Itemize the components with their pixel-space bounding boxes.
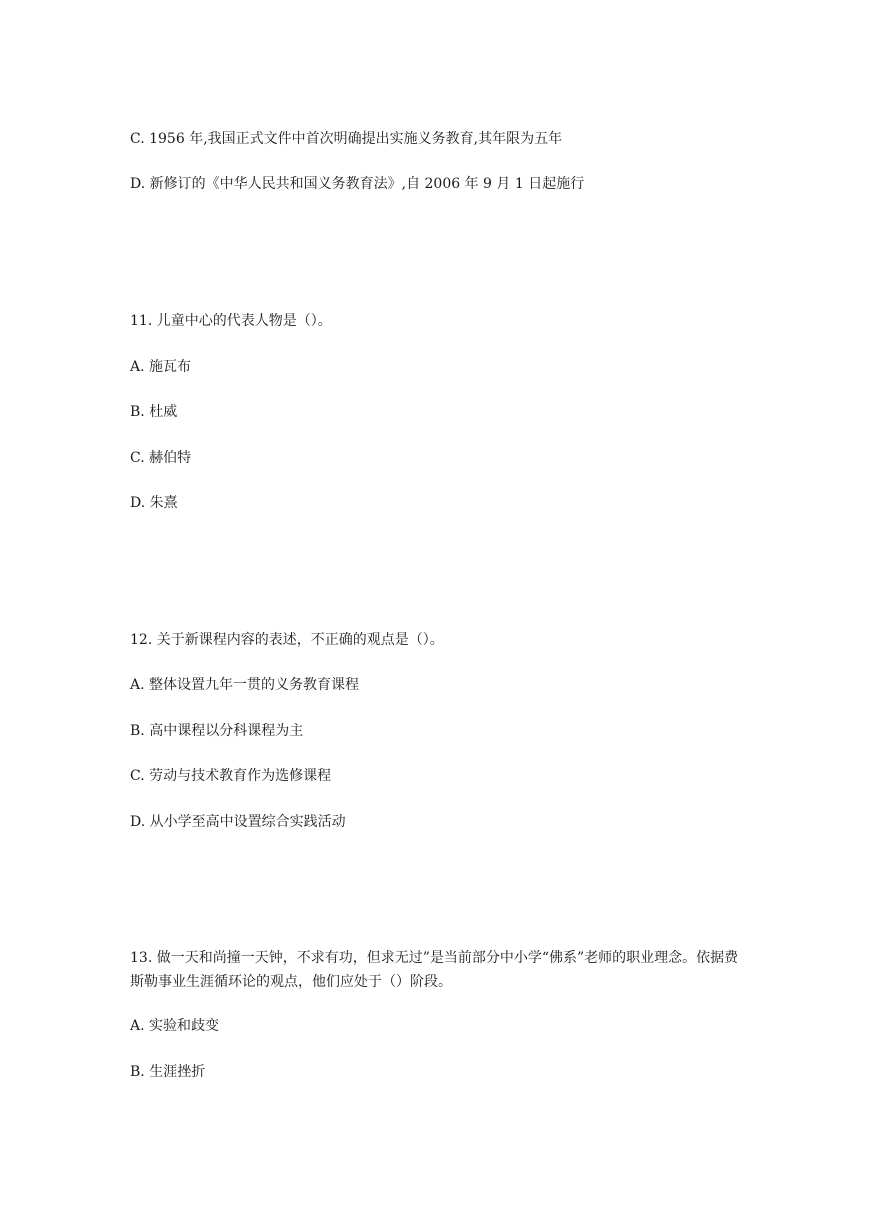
q12-option-d: D. 从小学至高中设置综合实践活动 <box>130 814 346 830</box>
q11-option-d: D. 朱熹 <box>130 495 178 511</box>
q13-option-a: A. 实验和歧变 <box>130 1018 220 1034</box>
q12-option-b: B. 高中课程以分科课程为主 <box>130 723 304 739</box>
q11-option-a: A. 施瓦布 <box>130 359 192 375</box>
q11-option-c: C. 赫伯特 <box>130 450 192 466</box>
q12-option-a: A. 整体设置九年一贯的义务教育课程 <box>130 677 360 693</box>
q12-option-c: C. 劳动与技术教育作为选修课程 <box>130 768 332 784</box>
q11-option-b: B. 杜威 <box>130 404 178 420</box>
q13-option-b: B. 生涯挫折 <box>130 1064 206 1080</box>
q10-option-d: D. 新修订的《中华人民共和国义务教育法》,自 2006 年 9 月 1 日起施行 <box>130 176 585 192</box>
q11-question: 11. 儿童中心的代表人物是（）。 <box>130 313 332 329</box>
q10-option-c: C. 1956 年,我国正式文件中首次明确提出实施义务教育,其年限为五年 <box>130 131 563 147</box>
q12-question: 12. 关于新课程内容的表述，不正确的观点是（）。 <box>130 632 444 648</box>
q13-question: 13. 做一天和尚撞一天钟，不求有功，但求无过”是当前部分中小学“佛系”老师的职业理念。依据费斯勒事业生涯循环论的观点，他们应处于（）阶段。 <box>130 950 739 990</box>
